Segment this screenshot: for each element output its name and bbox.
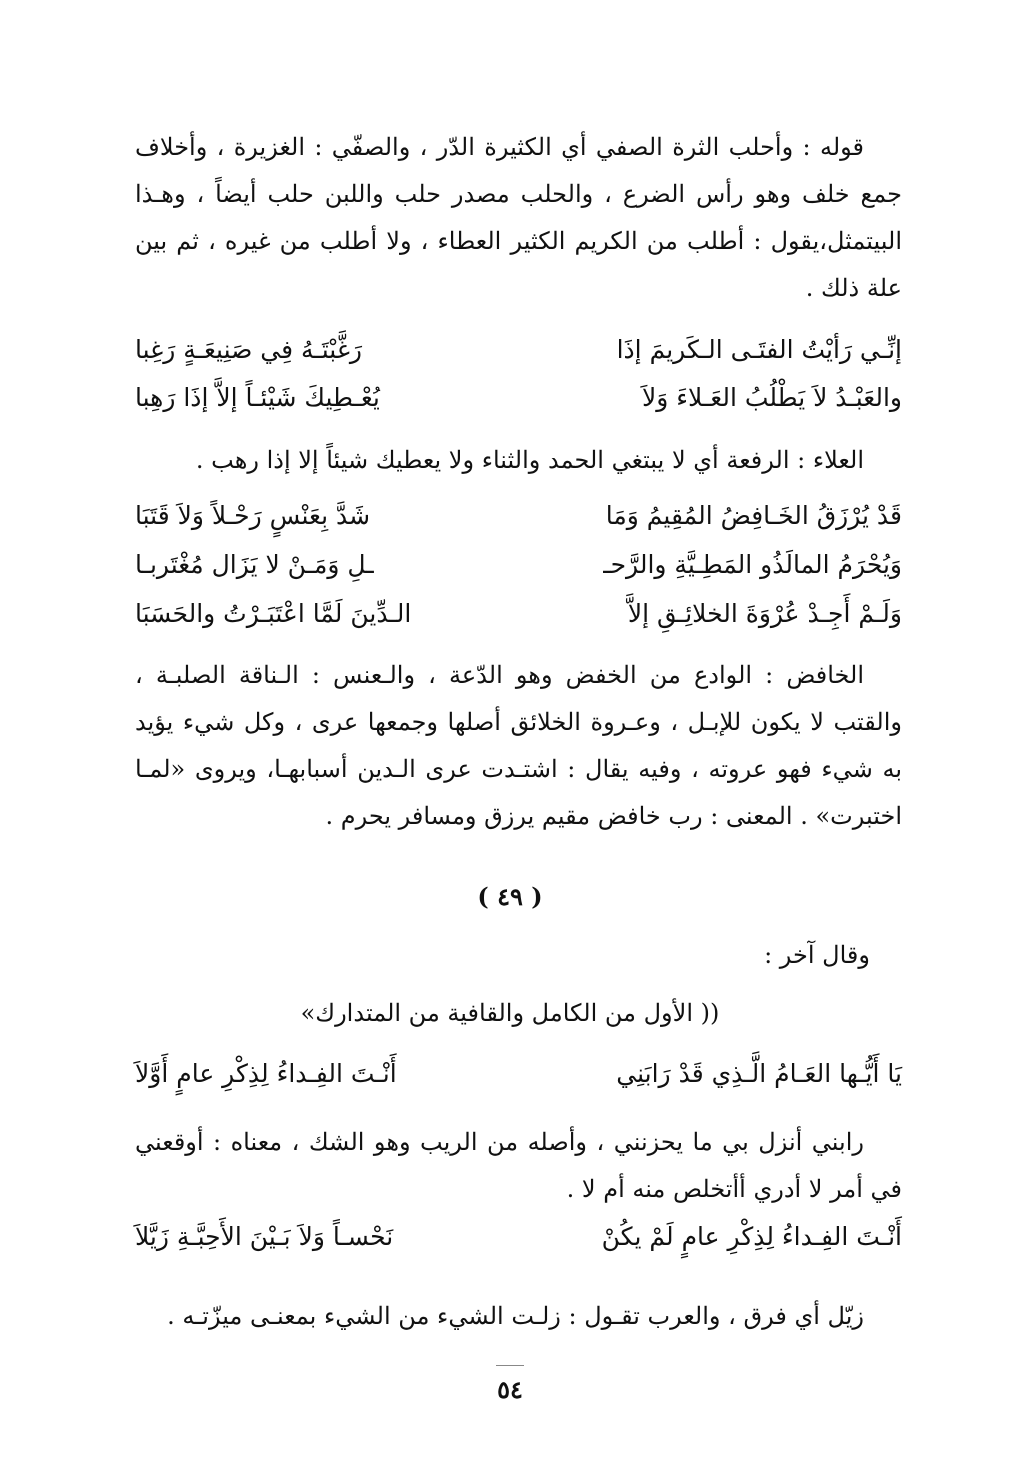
verse-line bbox=[135, 374, 902, 422]
verse-hemistich-first: إنِّـي رَأيْتُ الفتَـى الـكَريمَ إذَا bbox=[616, 335, 902, 364]
page-divider bbox=[496, 1365, 524, 1366]
verse-line bbox=[135, 1213, 902, 1261]
verse-hemistich-first: والعَبْـدُ لاَ يَطْلُبُ العَـلاءَ وَلاَ bbox=[642, 383, 902, 412]
verse-hemistich-first: وَلَـمْ أَجِـدْ عُرْوَةَ الخلائِـقِ إلاَّ bbox=[627, 599, 902, 628]
verse-hemistich-first: أَنْـتَ الفِـداءُ لِذِكْرِ عامٍ لَمْ يكُنْ bbox=[601, 1222, 902, 1251]
verse-hemistich-first: يَا أَيُّـها العَـامُ الَّـذِي قَدْ رَابَنِي bbox=[616, 1059, 902, 1088]
page-number: ٥٤ bbox=[497, 1375, 523, 1404]
verse-hemistich-second: نَحْسـاً وَلاَ بَـيْنَ الأَحِبَّـةِ زَيَّلاَ bbox=[135, 1222, 394, 1251]
meter-note: (( الأول من الكامل والقافية من المتدارك» bbox=[300, 999, 720, 1027]
poem-intro: وقال آخر : bbox=[764, 941, 870, 969]
commentary-paragraph-3: الخافض : الوادع من الخفض وهو الدّعة ، والـعنس : الـناقة الصلبـة ، والقتب لا يكون للإبـل ، وعـروة الخلائق أصلها وجمعها عرى ، وكل شيء يؤيد به شيء فهو عروته ، وفيه يقال : اشتـدت عرى الـدين أسبابهـا، ويروى «لمـا اختبرت» . المعنى : رب خافض مقيم يرزق ومسافر يحرم . bbox=[135, 661, 902, 830]
commentary-paragraph-2: العلاء : الرفعة أي لا يبتغي الحمد والثناء ولا يعطيك شيئاً إلا إذا رهب . bbox=[195, 446, 864, 474]
verse-hemistich-second: رَغَّبْتَـهُ فِي صَنِيعَـةٍ رَغِبا bbox=[135, 335, 363, 364]
verse-hemistich-second: ـلِ وَمَـنْ لا يَزَال مُغْتَربـا bbox=[135, 550, 374, 579]
verse-hemistich-second: يُعْـطِيكَ شَيْئـاً إلاَّ إذَا رَهِبا bbox=[135, 383, 380, 412]
verse-line bbox=[135, 326, 902, 374]
verse-hemistich-second: شَدَّ بِعَنْسٍ رَحْـلاً وَلاَ قَتَبَا bbox=[135, 501, 371, 530]
verse-line bbox=[135, 590, 902, 638]
section-number: ( ٤٩ ) bbox=[477, 882, 543, 911]
verse-hemistich-first: وَيُحْرَمُ المالَذُو المَطِـيَّةِ والرَّحـ bbox=[603, 550, 902, 579]
verse-line bbox=[135, 1050, 902, 1098]
verse-line bbox=[135, 492, 902, 540]
verse-hemistich-first: قَدْ يُرْزَقُ الخَـافِضُ المُقِيمُ وَمَا bbox=[605, 501, 902, 530]
verse-hemistich-second: الـدِّينَ لَمَّا اعْتَبَـرْتُ والحَسَبَا bbox=[135, 599, 412, 628]
commentary-paragraph-4: رابني أنزل بي ما يحزنني ، وأصله من الريب وهو الشك ، معناه : أوقعني في أمر لا أدري أأتخلص منه أم لا . bbox=[135, 1128, 902, 1203]
verse-line bbox=[135, 541, 902, 589]
commentary-paragraph-5: زيّل أي فرق ، والعرب تقـول : زلـت الشيء من الشيء بمعنـى ميزّتـه . bbox=[167, 1302, 864, 1330]
commentary-paragraph-1: قوله : وأحلب الثرة الصفي أي الكثيرة الدّر ، والصفّي : الغزيرة ، وأخلاف جمع خلف وهو رأس الضرع ، والحلب مصدر حلب واللبن حلب أيضاً ، وهـذا البيتمثل،يقول : أطلب من الكريم الكثير العطاء ، ولا أطلب من غيره ، ثم بين علة ذلك . bbox=[135, 133, 902, 302]
verse-hemistich-second: أَنْـتَ الفِـداءُ لِذِكْرِ عامٍ أَوَّلاَ bbox=[135, 1059, 397, 1088]
